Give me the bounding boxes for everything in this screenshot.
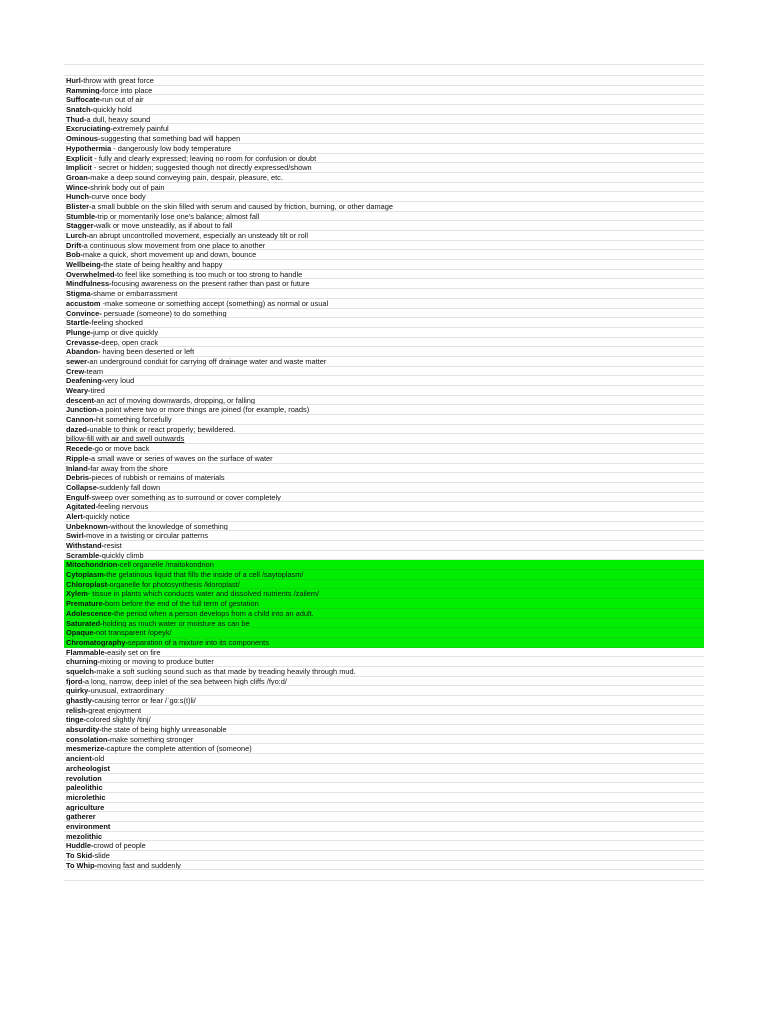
vocab-row[interactable] [64,289,704,299]
vocab-row[interactable] [64,832,704,842]
vocab-definition: an abrupt uncontrolled movement, especially an unsteady tilt or roll [89,231,308,240]
vocab-definition: to feel like something is too much or too strong to handle [116,269,303,279]
vocab-row[interactable] [64,580,704,590]
vocab-definition: curve once body [91,192,146,202]
vocab-term: Groan- [66,172,91,182]
vocab-definition: jump or dive quickly [93,327,159,337]
vocab-term: Overwhelmed- [66,269,117,279]
vocab-row[interactable] [64,357,704,367]
vocab-definition: make something stronger [109,734,194,744]
vocab-definition: make a deep sound conveying pain, despair, pleasure, etc. [90,172,283,182]
vocab-row[interactable] [64,454,704,464]
vocab-term: Implicit [66,163,92,173]
vocab-row[interactable] [64,512,704,522]
vocab-definition: feeling nervous [98,502,149,512]
vocab-term: absurdity- [66,725,102,735]
vocab-definition: - dangerously low body temperature [111,143,232,153]
vocab-definition: - tissue in plants which conducts water and dissolved nutrients /zailem/ [87,589,320,599]
vocab-definition: born before the end of the full term of gestation [105,599,259,609]
vocab-term: ghastly- [66,696,95,705]
vocab-term: squelch- [66,666,97,676]
vocab-row[interactable] [64,696,704,706]
vocab-definition: team [86,366,103,376]
vocab-term: mesmerize- [66,744,107,754]
vocab-row[interactable] [64,76,704,86]
vocab-definition: colored slightly /tinj/ [86,715,151,725]
vocab-term: Drift- [66,240,84,250]
vocab-definition: feeling shocked [91,318,143,328]
vocab-definition: focusing awareness on the present rather than past or future [111,279,310,289]
vocab-term: Hypothermia [66,143,112,153]
vocab-row[interactable] [64,144,704,154]
vocab-definition: an underground conduit for carrying off drainage water and waste matter [89,356,327,366]
vocab-term: To Whip- [66,860,98,870]
vocab-row[interactable] [64,192,704,202]
vocab-definition: sweep over something as to surround or cover completely [91,492,281,502]
vocab-term: Swirl- [66,531,87,541]
vocab-term: microlethic [66,792,106,802]
vocab-term: Saturated- [66,618,103,628]
vocab-term: Weary- [66,386,91,395]
vocab-term: Snatch- [66,105,94,115]
vocab-row[interactable] [64,793,704,803]
vocab-row[interactable] [64,589,704,599]
vocab-term: Deafening- [66,376,105,386]
vocab-row[interactable] [64,86,704,96]
vocab-row[interactable] [64,376,704,386]
vocab-definition: trip or momentarily lose one's balance; almost fall [97,211,260,221]
vocab-row[interactable] [64,279,704,289]
vocab-term: Explicit [66,153,93,163]
vocab-row[interactable] [64,686,704,696]
vocab-row[interactable] [64,202,704,212]
vocab-row[interactable] [64,783,704,793]
vocab-definition: without the knowledge of something [110,521,228,531]
vocab-term: Excruciating- [66,124,113,134]
vocab-row[interactable] [64,328,704,338]
vocab-term: Mindfulness- [66,279,112,289]
vocab-row[interactable] [64,309,704,319]
vocab-row[interactable] [64,667,704,677]
vocab-term: consolation- [66,734,110,744]
vocab-row[interactable] [64,638,704,648]
vocab-row[interactable] [64,173,704,183]
vocab-row[interactable] [64,570,704,580]
vocab-definition: organelle for photosynthesis /kloroplast/ [109,579,240,589]
vocab-term: Huddle- [66,841,94,851]
vocab-row[interactable] [64,434,704,444]
vocab-definition: pieces of rubbish or remains of materials [91,473,225,483]
vocab-row[interactable] [64,551,704,561]
vocab-term: archeologist [66,763,110,773]
vocab-term: Stagger- [66,221,96,231]
vocab-row[interactable] [64,425,704,435]
vocab-definition: having been deserted or left [100,347,195,357]
vocab-row[interactable] [64,764,704,774]
vocab-row[interactable] [64,415,704,425]
vocab-definition: extremely painful [112,124,169,134]
vocab-row[interactable] [64,715,704,725]
vocab-term: Xylem [66,589,88,599]
vocab-term: Agitated- [66,502,99,512]
vocab-row[interactable] [64,677,704,687]
vocab-row[interactable] [64,861,704,871]
vocab-definition: resist [104,541,122,550]
vocab-row[interactable] [64,483,704,493]
vocab-row[interactable] [64,609,704,619]
vocab-row[interactable] [64,851,704,861]
vocab-term: Plunge- [66,327,94,337]
vocab-term: Crevasse- [66,337,102,347]
vocab-definition: far away from the shore [90,463,168,473]
vocab-term: paleolithic [66,783,103,793]
vocab-row[interactable] [64,473,704,483]
vocab-term: Debris- [66,473,92,483]
vocab-term: Flammable- [66,647,108,657]
vocab-row[interactable] [64,124,704,134]
vocab-row[interactable] [64,163,704,173]
vocab-term: dazed- [66,424,90,434]
vocab-row[interactable] [64,657,704,667]
vocab-term: Chloroplast- [66,579,110,589]
vocabulary-sheet [64,64,704,881]
vocab-row[interactable] [64,134,704,144]
vocab-definition: deep, open crack [101,337,159,347]
vocab-definition: mixing or moving to produce butter [100,657,214,667]
vocab-term: Convince- [66,308,102,318]
vocab-term: Ominous- [66,134,101,144]
vocab-definition: suggesting that something bad will happen [100,134,241,144]
vocab-row[interactable] [64,105,704,115]
vocab-definition: -make someone or something accept (something) as normal or usual [100,298,329,308]
vocab-definition: make a quick, short movement up and down, bounce [82,250,257,260]
vocab-row[interactable] [64,396,704,406]
vocab-definition: slide [94,851,110,860]
vocab-definition: unable to think or react properly; bewildered. [89,424,236,434]
vocab-row[interactable] [64,619,704,629]
vocab-term: Wellbeing- [66,260,104,270]
vocab-row[interactable] [64,154,704,164]
vocab-definition: force into place [102,85,153,95]
vocab-definition: great enjoyment [88,705,142,715]
vocab-definition: hit something forcefully [95,415,172,425]
empty-row [64,870,704,881]
vocab-row[interactable] [64,822,704,832]
vocab-term: relish- [66,705,89,715]
vocab-row[interactable] [64,774,704,784]
vocab-term: revolution [66,773,102,783]
vocab-definition: quickly hold [93,105,132,115]
vocab-definition: persuade (someone) to do something [101,308,227,318]
vocab-definition: go or move back [94,444,150,454]
vocab-term: Abandon- [66,347,101,357]
vocab-definition: a small wave or series of waves on the surface of water [91,453,273,463]
vocab-term: To Skid- [66,851,95,860]
vocab-definition: quickly notice [85,511,130,521]
vocab-row[interactable] [64,347,704,357]
vocab-row[interactable] [64,560,704,570]
vocab-row[interactable] [64,250,704,260]
vocab-term: Premature- [66,599,106,609]
vocab-row[interactable] [64,744,704,754]
vocab-row[interactable] [64,338,704,348]
empty-row [64,65,704,76]
vocab-row[interactable] [64,241,704,251]
vocab-term: Scramble- [66,550,102,560]
vocab-term: fjord- [66,676,85,686]
vocab-row[interactable] [64,260,704,270]
vocab-definition: old [94,754,105,764]
vocab-row[interactable] [64,405,704,415]
vocab-term: Opaque- [66,628,96,638]
vocab-definition: run out of air [102,95,144,105]
vocab-definition: very loud [104,376,135,386]
vocab-term: quirky- [66,686,91,696]
vocab-definition: a continuous slow movement from one place to another [83,240,266,250]
vocab-row[interactable] [64,270,704,280]
vocab-row[interactable] [64,493,704,503]
vocab-definition: not transparent /opeyk/ [95,628,172,638]
vocab-term: sewer- [66,356,90,366]
vocab-row[interactable] [64,464,704,474]
vocab-definition: causing terror or fear /ˈɡɑːs(t)li/ [94,696,196,705]
vocab-definition: a small bubble on the skin filled with serum and caused by friction, burning, or other damage [91,201,394,211]
vocab-definition: billow-fill with air and swell outwards [66,434,185,444]
vocab-definition: the gelatinous liquid that fills the inside of a cell /saytoplasm/ [106,570,304,580]
vocab-row[interactable] [64,706,704,716]
vocab-term: Collapse- [66,482,100,492]
vocab-row[interactable] [64,628,704,638]
vocab-term: Unbeknown- [66,521,111,531]
vocab-term: Lurch- [66,231,89,240]
vocab-row[interactable] [64,95,704,105]
vocab-definition: a long, narrow, deep inlet of the sea between high cliffs /fyo:d/ [84,676,287,686]
vocab-row[interactable] [64,318,704,328]
vocab-term: Ramming- [66,85,103,95]
vocab-term: Junction- [66,405,100,415]
vocab-row[interactable] [64,735,704,745]
vocab-definition: the period when a person develops from a child into an adult. [114,608,314,618]
vocab-definition: the state of being healthy and happy [103,260,223,270]
vocab-term: Withstand- [66,541,105,550]
vocab-row[interactable] [64,299,704,309]
vocab-definition: moving fast and suddenly [97,860,181,870]
vocab-definition: make a soft sucking sound such as that made by treading heavily through mud. [96,666,356,676]
vocab-term: Wince- [66,182,91,192]
vocab-definition: the state of being highly unreasonable [101,725,227,735]
vocab-term: agriculture [66,802,105,812]
vocab-definition: separation of a mixture into its components [128,637,269,647]
vocab-row[interactable] [64,221,704,231]
vocab-definition: throw with great force [83,76,154,85]
vocab-row[interactable] [64,231,704,241]
vocab-definition: quickly climb [101,550,144,560]
vocab-definition: holding as much water or moisture as can be [102,618,250,628]
vocab-definition: crowd of people [93,841,146,851]
vocab-term: Recede- [66,444,95,454]
vocab-definition: tired [90,386,105,395]
vocab-row[interactable] [64,386,704,396]
vocab-term: Stumble- [66,211,98,221]
vocab-row[interactable] [64,754,704,764]
vocab-term: Engulf- [66,492,92,502]
vocab-definition: a dull, heavy sound [86,114,151,124]
vocab-term: mezolithic [66,831,103,841]
vocab-row[interactable] [64,367,704,377]
vocab-term: Crew- [66,366,87,376]
vocab-row[interactable] [64,725,704,735]
vocab-row[interactable] [64,502,704,512]
vocab-term: accustom [66,298,101,308]
vocab-term: Stigma- [66,289,94,299]
vocab-term: environment [66,821,111,831]
vocab-row[interactable] [64,648,704,658]
vocab-definition: suddenly fall down [99,482,161,492]
vocab-definition: - secret or hidden; suggested though not directly expressed/shown [91,163,312,173]
vocab-term: Cytoplasm- [66,570,107,580]
vocab-term: Adolescence- [66,608,115,618]
vocab-definition: a point where two or more things are joined (for example, roads) [99,405,310,415]
vocab-term: Startle- [66,318,92,328]
vocab-definition: unusual, extraordinary [90,686,164,696]
vocab-definition: walk or move unsteadily, as if about to fall [95,221,233,231]
vocab-term: Cannon- [66,415,96,425]
vocab-row[interactable] [64,803,704,813]
vocab-row[interactable] [64,599,704,609]
vocab-term: Thud- [66,114,87,124]
vocab-term: Hurl- [66,76,84,85]
vocab-definition: an act of moving downwards, dropping, or falling [96,395,255,405]
vocab-term: Ripple- [66,453,92,463]
vocab-row[interactable] [64,115,704,125]
vocab-term: Alert- [66,511,86,521]
vocab-definition: easily set on fire [107,647,161,657]
vocab-row[interactable] [64,812,704,822]
vocab-row[interactable] [64,444,704,454]
vocab-definition: move in a twisting or circular patterns [86,531,209,541]
vocab-definition: cell organelle /maitokondrion [119,560,214,570]
vocab-term: Inland- [66,463,91,473]
vocab-term: tinge- [66,715,87,725]
vocab-definition: - fully and clearly expressed; leaving no room for confusion or doubt [92,153,317,163]
vocab-term: Blister- [66,201,92,211]
vocab-term: descent- [66,395,97,405]
vocab-row[interactable] [64,183,704,193]
vocab-term: Chromatography- [66,637,129,647]
vocab-row[interactable] [64,522,704,532]
vocab-term: ancient- [66,754,95,764]
vocab-row[interactable] [64,531,704,541]
vocab-definition: shrink body out of pain [90,182,165,192]
vocabulary-list [64,76,704,870]
vocab-term: Mitochondrion- [66,560,120,570]
vocab-term: Bob- [66,250,83,260]
vocab-term: Hunch- [66,192,92,202]
vocab-term: gatherer [66,812,96,822]
vocab-term: Suffocate- [66,95,103,105]
vocab-row[interactable] [64,212,704,222]
vocab-term: churning- [66,657,101,667]
vocab-row[interactable] [64,541,704,551]
vocab-definition: shame or embarrassment [93,289,178,299]
vocab-definition: capture the complete attention of (someone) [106,744,252,754]
vocab-row[interactable] [64,841,704,851]
